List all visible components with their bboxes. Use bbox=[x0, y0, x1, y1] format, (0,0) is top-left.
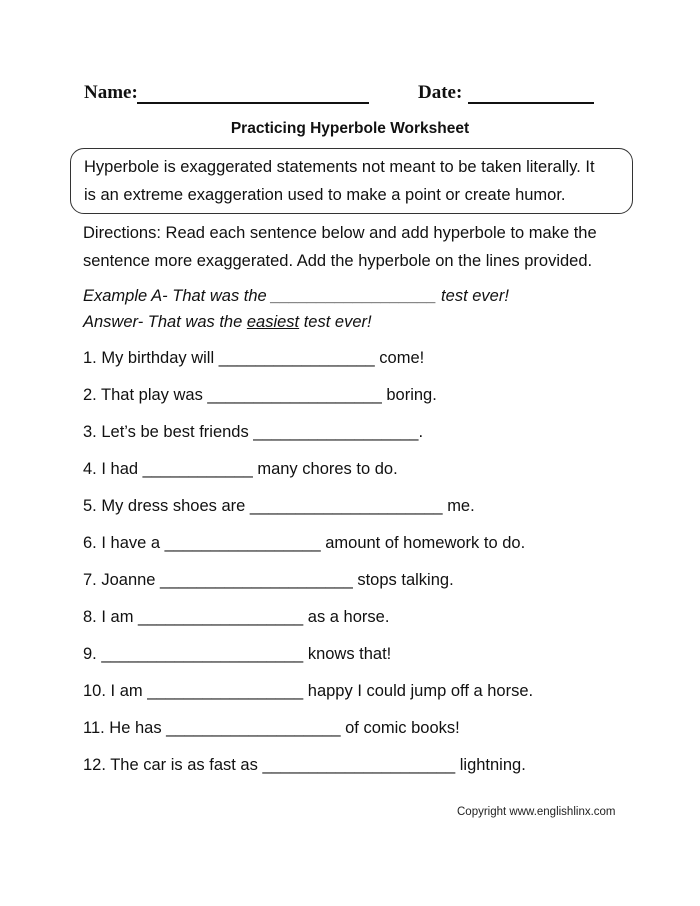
date-label: Date: bbox=[418, 82, 463, 103]
question-8: 8. I am __________________ as a horse. bbox=[83, 608, 390, 626]
name-blank-line bbox=[137, 102, 369, 104]
example-answer-word: easiest bbox=[246, 313, 300, 331]
example-block bbox=[83, 283, 643, 335]
question-list bbox=[83, 345, 643, 789]
directions-line-1: Directions: Read each sentence below and add hyperbole to make the bbox=[83, 224, 597, 242]
question-1: 1. My birthday will _________________ come! bbox=[83, 349, 425, 367]
example-answer-suffix: test ever! bbox=[299, 313, 372, 331]
question-5: 5. My dress shoes are _____________________ me. bbox=[83, 497, 475, 515]
question-2: 2. That play was ___________________ boring. bbox=[83, 386, 437, 404]
directions-line-2: sentence more exaggerated. Add the hyperbole on the lines provided. bbox=[83, 252, 593, 270]
definition-line-2: is an extreme exaggeration used to make a point or create humor. bbox=[84, 186, 566, 204]
directions bbox=[83, 219, 643, 275]
example-answer-prefix: Answer- That was the bbox=[83, 313, 247, 331]
question-9: 9. ______________________ knows that! bbox=[83, 645, 392, 663]
question-4: 4. I had ____________ many chores to do. bbox=[83, 460, 398, 478]
question-6: 6. I have a _________________ amount of homework to do. bbox=[83, 534, 526, 552]
date-blank-line bbox=[468, 102, 594, 104]
question-3: 3. Let’s be best friends __________________. bbox=[83, 423, 424, 441]
worksheet-title: Practicing Hyperbole Worksheet bbox=[230, 120, 470, 137]
copyright-notice: Copyright www.englishlinx.com bbox=[457, 806, 616, 818]
example-prompt: Example A- That was the __________________ test ever! bbox=[83, 287, 509, 305]
example-answer bbox=[83, 309, 643, 335]
question-10: 10. I am _________________ happy I could jump off a horse. bbox=[83, 682, 534, 700]
question-7: 7. Joanne _____________________ stops talking. bbox=[83, 571, 454, 589]
question-11: 11. He has ___________________ of comic books! bbox=[83, 719, 460, 737]
question-12: 12. The car is as fast as _____________________ lightning. bbox=[83, 756, 526, 774]
definition-box bbox=[70, 148, 633, 214]
name-date-row bbox=[84, 82, 624, 110]
definition-line-1: Hyperbole is exaggerated statements not meant to be taken literally. It bbox=[84, 158, 595, 176]
name-label: Name: bbox=[84, 82, 138, 103]
